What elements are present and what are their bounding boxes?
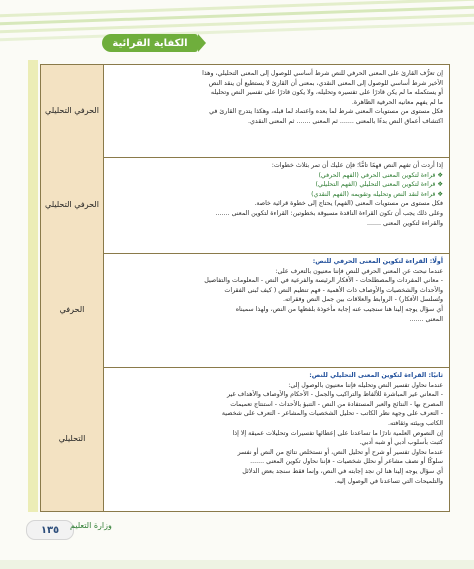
bullet-item: ❖ قراءة لتكوين المعنى الحرفي (الفهم الحرفي)	[318, 171, 443, 179]
text-line: فكل مستوى من مستويات المعنى شرط لما بعده واعتماد لما قبله، وهكذا يتدرج القارئ في	[209, 108, 443, 116]
text-line: الأخير شرط أساسي للوصول إلى المعنى النقدي، بمعنى أن القارئ لا يستطيع أن ينقد النص	[208, 79, 443, 87]
text-line: وتُسلسل الأفكار) - الروابط والعلاقات بين جمل النص وفقراته.	[282, 296, 443, 304]
row-label: الحرفي	[59, 305, 85, 314]
bullet-item: ❖ قراءة لتكوين المعنى التحليلي (الفهم التحليلي)	[315, 181, 443, 189]
row-label: التحليلي	[58, 434, 86, 443]
text-line: كتبت بأسلوب أدبي أو شبه أدبي.	[359, 439, 443, 447]
subsection-heading: أولًا: القراءة لتكوين المعنى الحرفي للنص:	[312, 258, 443, 265]
text-line: اكتشاف أعماق النص بدءًا بالمعنى ....... ثم المعنى ....... ثم المعنى النقدي.	[247, 117, 443, 125]
text-line: وعلى ذلك يجب أن تكون القراءة الناقدة مسبوقة بخطوتين: القراءة لتكوين المعنى .......	[215, 209, 443, 217]
page-margin-band	[28, 60, 38, 512]
subsection-heading: ثانيًا: القراءة لتكوين المعنى التحليلي للنص:	[309, 372, 443, 379]
content-table	[40, 64, 450, 512]
text-line: عندما نبحث عن المعنى الحرفي للنص فإننا معنيون بالتعرف على:	[275, 267, 443, 275]
header-decoration	[0, 0, 474, 42]
text-line: ما لم يفهم معانيه الحرفية الظاهرة.	[351, 98, 443, 106]
row-body	[104, 157, 449, 253]
section-title: الكفاية القرائية	[112, 37, 188, 49]
text-line: المصرح بها - النتائج والعبر المستفادة من النص - التنبؤ بالأحداث - استنتاج تعميمات	[230, 400, 443, 408]
text-line: إن تعرُّف القارئ على المعنى الحرفي للنص شرط أساسي للوصول إلى المعنى التحليلي، وهذا	[202, 70, 443, 77]
ministry-logo-text: وزارة التعليم	[70, 521, 112, 530]
text-line: إن النصوص العلمية نادرًا ما تساعدنا على إعطائها تفسيرات وتحليلات عميقة إلا إذا	[232, 429, 443, 437]
footer-decoration	[0, 560, 474, 569]
row-body	[104, 65, 449, 157]
text-line: الكاتب وبيئته وثقافته.	[387, 419, 443, 427]
text-line: سلوكًا أو نصف مشاعر أو نحلل شخصيات - فإننا نحاول تكوين المعنى .......	[250, 458, 443, 466]
text-line: المعنى .......	[409, 315, 443, 323]
table-row	[41, 253, 449, 368]
section-title-tab	[102, 34, 198, 52]
text-line: أي سؤال يوجه إلينا هنا لن نجد إجابته في النص، وإنما فقط سنجد بعض الدلائل	[242, 467, 443, 475]
row-label-cell	[41, 253, 104, 367]
text-line: عندما نحاول تفسير أو شرح أو تحليل النص، أو نستخلص نتائج من النص أو نفسر	[237, 448, 443, 456]
row-label: الحرفي التحليلي	[45, 200, 99, 209]
row-label-cell	[41, 367, 104, 511]
text-line: - معاني المفردات والمصطلحات - الأفكار الرئيسة والفرعية في النص - المعلومات والتفاصيل	[204, 277, 443, 285]
row-label-cell	[41, 65, 104, 157]
text-line: والتلميحات التي تساعدنا في الوصول إليه.	[334, 477, 443, 485]
text-line: عندما نحاول تفسير النص وتحليله فإننا معنيون بالوصول إلى:	[288, 381, 443, 389]
text-line: إذا أردت أن تفهم النص فهمًا تامًّا؛ فإن عليك أن تمر بثلاث خطوات:	[271, 162, 443, 169]
text-line: أي سؤال يوجه إلينا هنا سنجيب عنه إجابة مأخوذة بلفظها من النص، ولهذا سميناه	[235, 305, 443, 313]
page-number: ١٣٥	[26, 520, 74, 540]
text-line: فكل مستوى من مستويات المعنى (الفهم) يحتاج إلى خطوة قرائية خاصة.	[254, 200, 443, 208]
row-body	[104, 253, 449, 367]
table-row	[41, 65, 449, 158]
text-line: - التعرف على وجهة نظر الكاتب - تحليل الشخصيات والمشاعر - التعرف على شخصية	[221, 410, 443, 418]
row-label: الحرفي التحليلي	[45, 106, 99, 115]
tab-arrow-icon	[198, 34, 206, 52]
text-line: - المعاني غير المباشرة للألفاظ والتراكيب والجمل - الأحكام والأوصاف والأهداف غير	[227, 391, 443, 399]
row-label-cell	[41, 157, 104, 253]
text-line: والأحداث والشخصيات والأوصاف ذات الأهمية - فهم تنظيم النص ( كيف تُبنى الفقرات	[224, 286, 443, 294]
table-row	[41, 367, 449, 511]
bullet-item: ❖ قراءة لنقد النص وتحليله وتقويمه (الفهم النقدي)	[311, 190, 443, 198]
text-line: والقراءة لتكوين المعنى .......	[367, 219, 443, 227]
text-line: أو يستكمله ما لم يكن قادرًا على تفسيره وتحليله، ولا يكون قادرًا على تفسير النص وتحليله	[210, 89, 443, 97]
row-body	[104, 367, 449, 511]
table-row	[41, 157, 449, 254]
